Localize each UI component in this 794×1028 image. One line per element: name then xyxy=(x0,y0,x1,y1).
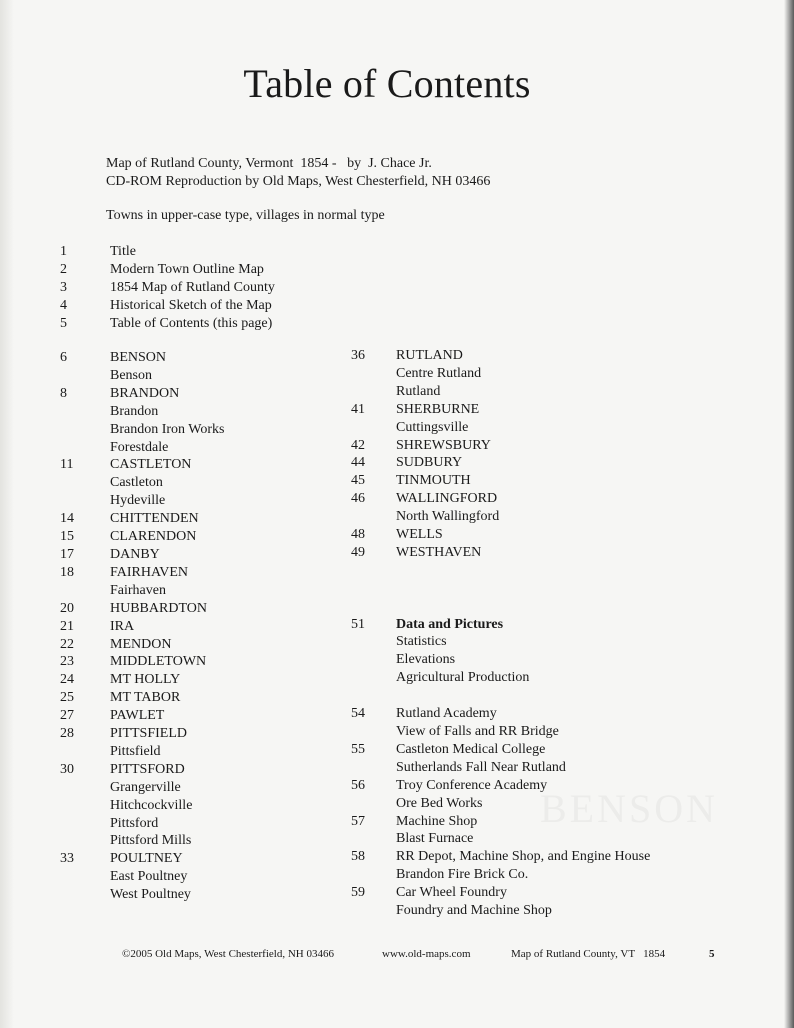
toc-page-number: 46 xyxy=(351,491,365,507)
toc-page-number: 3 xyxy=(60,279,67,295)
toc-entry xyxy=(60,779,225,797)
towns-right-column xyxy=(351,347,650,920)
toc-page-number: 44 xyxy=(351,455,365,471)
toc-page-number: 4 xyxy=(60,297,67,313)
toc-entry xyxy=(351,419,650,437)
toc-page-number xyxy=(60,403,110,421)
footer-map-title: Map of Rutland County, VT 1854 xyxy=(511,948,666,960)
toc-page-number: 18 xyxy=(60,564,74,580)
toc-page-number: 48 xyxy=(351,527,365,543)
toc-page-number xyxy=(351,902,396,920)
toc-label: PITTSFORD xyxy=(110,761,185,777)
toc-label: Grangerville xyxy=(110,779,181,795)
toc-label: SHREWSBURY xyxy=(396,437,491,453)
toc-label: Agricultural Production xyxy=(396,670,530,686)
toc-entry xyxy=(60,636,225,654)
toc-label: WALLINGFORD xyxy=(396,491,498,507)
toc-page-number: 57 xyxy=(351,813,365,829)
toc-label: Elevations xyxy=(396,652,456,668)
toc-entry xyxy=(351,687,650,705)
toc-page-number xyxy=(60,797,110,815)
toc-label: Ore Bed Works xyxy=(396,795,483,811)
toc-label: TINMOUTH xyxy=(396,473,471,489)
toc-page-number: 54 xyxy=(351,706,365,722)
toc-page-number: 15 xyxy=(60,529,74,545)
toc-entry xyxy=(351,544,650,562)
toc-label: PITTSFIELD xyxy=(110,726,187,742)
toc-page-number: 22 xyxy=(60,636,74,652)
toc-page-number xyxy=(351,508,396,526)
toc-label: East Poultney xyxy=(110,869,188,885)
toc-label: FAIRHAVEN xyxy=(110,564,189,580)
toc-label: WESTHAVEN xyxy=(396,544,482,560)
toc-entry xyxy=(351,472,650,490)
toc-entry xyxy=(351,830,650,848)
type-note: Towns in upper-case type, villages in normal type xyxy=(106,208,385,223)
toc-page-number: 41 xyxy=(351,401,365,417)
toc-entry xyxy=(60,421,225,439)
toc-page-number xyxy=(60,743,110,761)
toc-entry xyxy=(60,815,225,833)
toc-page-number: 45 xyxy=(351,473,365,489)
toc-label: Foundry and Machine Shop xyxy=(396,903,552,919)
toc-entry xyxy=(60,279,275,297)
toc-entry xyxy=(60,315,275,333)
toc-label: PAWLET xyxy=(110,708,165,724)
page-right-edge-shadow xyxy=(784,0,794,1028)
toc-page-number: 59 xyxy=(351,885,365,901)
toc-label: Data and Pictures xyxy=(396,616,504,632)
toc-page-number: 58 xyxy=(351,849,365,865)
toc-page-number: 6 xyxy=(60,350,67,365)
toc-page-number xyxy=(60,474,110,492)
toc-label: BRANDON xyxy=(110,385,180,401)
toc-page-number: 14 xyxy=(60,511,74,527)
toc-entry xyxy=(60,439,225,457)
toc-entry xyxy=(60,456,225,474)
toc-entry xyxy=(60,707,225,725)
toc-label: MIDDLETOWN xyxy=(110,654,207,670)
toc-label: SUDBURY xyxy=(396,455,463,471)
toc-label: Modern Town Outline Map xyxy=(110,261,264,277)
toc-entry xyxy=(351,562,650,580)
toc-page-number: 23 xyxy=(60,654,74,670)
toc-label: HUBBARDTON xyxy=(110,600,207,616)
toc-entry xyxy=(60,850,225,868)
toc-entry xyxy=(60,297,275,315)
toc-page-number xyxy=(351,795,396,813)
toc-page-number: 49 xyxy=(351,544,365,560)
toc-entry xyxy=(351,616,650,634)
toc-label: Pittsford xyxy=(110,815,159,831)
toc-entry xyxy=(60,367,225,385)
toc-entry xyxy=(351,669,650,687)
intro-block xyxy=(106,155,490,191)
toc-page-number: 30 xyxy=(60,761,74,777)
toc-entry xyxy=(351,651,650,669)
toc-page-number xyxy=(60,439,110,457)
toc-label: Brandon Fire Brick Co. xyxy=(396,867,529,883)
toc-label: WELLS xyxy=(396,527,443,543)
toc-page-number xyxy=(60,815,110,833)
toc-label: West Poultney xyxy=(110,887,191,903)
toc-page-number xyxy=(60,886,110,904)
toc-page-number xyxy=(351,580,396,598)
toc-page-number: 20 xyxy=(60,600,74,616)
toc-entry xyxy=(351,580,650,598)
toc-label: Hydeville xyxy=(110,493,166,509)
toc-page-number xyxy=(351,419,396,437)
toc-entry xyxy=(351,723,650,741)
toc-page-number xyxy=(351,759,396,777)
toc-page-number xyxy=(351,383,396,401)
toc-entry xyxy=(60,492,225,510)
toc-label: Rutland xyxy=(396,383,441,399)
toc-label: Table of Contents (this page) xyxy=(110,315,273,331)
toc-label: 1854 Map of Rutland County xyxy=(110,279,275,295)
toc-page-number: 2 xyxy=(60,261,67,277)
toc-entry xyxy=(60,797,225,815)
toc-page-number: 51 xyxy=(351,616,365,632)
toc-entry xyxy=(60,474,225,492)
toc-label: Brandon Iron Works xyxy=(110,421,225,437)
toc-entry xyxy=(351,490,650,508)
footer-page-number: 5 xyxy=(709,948,715,960)
toc-entry xyxy=(60,832,225,850)
toc-entry xyxy=(60,403,225,421)
toc-entry xyxy=(60,761,225,779)
toc-label: IRA xyxy=(110,618,135,634)
toc-page-number xyxy=(351,651,396,669)
toc-page-number: 27 xyxy=(60,708,74,724)
toc-page-number xyxy=(351,562,396,580)
toc-label: Machine Shop xyxy=(396,813,478,829)
page-left-edge-shadow xyxy=(0,0,14,1028)
toc-entry xyxy=(351,365,650,383)
toc-entry xyxy=(351,848,650,866)
toc-label: North Wallingford xyxy=(396,509,500,525)
toc-label: MENDON xyxy=(110,636,172,652)
toc-entry xyxy=(60,582,225,600)
toc-label: RR Depot, Machine Shop, and Engine House xyxy=(396,849,651,865)
toc-label: CASTLETON xyxy=(110,457,192,473)
toc-entry xyxy=(351,598,650,616)
toc-page-number xyxy=(351,633,396,651)
toc-entry xyxy=(60,886,225,904)
toc-entry xyxy=(351,383,650,401)
toc-page-number: 5 xyxy=(60,315,67,331)
toc-label: Sutherlands Fall Near Rutland xyxy=(396,759,566,775)
toc-entry xyxy=(351,866,650,884)
toc-page-number xyxy=(60,868,110,886)
toc-label: MT HOLLY xyxy=(110,672,181,688)
toc-entry xyxy=(351,508,650,526)
toc-page-number: 17 xyxy=(60,546,74,562)
toc-entry xyxy=(351,705,650,723)
toc-entry xyxy=(60,349,225,367)
toc-page-number xyxy=(351,866,396,884)
toc-page-number: 8 xyxy=(60,385,67,401)
intro-line-reproduction: CD-ROM Reproduction by Old Maps, West Chesterfield, NH 03466 xyxy=(106,174,491,189)
toc-entry xyxy=(60,528,225,546)
toc-label: CLARENDON xyxy=(110,529,197,545)
toc-label: Title xyxy=(110,244,136,259)
front-matter-list xyxy=(60,243,275,333)
toc-page-number xyxy=(60,492,110,510)
toc-entry xyxy=(351,741,650,759)
toc-entry xyxy=(351,454,650,472)
toc-entry xyxy=(60,385,225,403)
toc-label: DANBY xyxy=(110,546,160,562)
toc-label: Castleton xyxy=(110,475,163,491)
watermark-benson: BENSON xyxy=(540,786,719,831)
toc-entry xyxy=(351,401,650,419)
toc-label: Forestdale xyxy=(110,439,169,455)
page-title: Table of Contents xyxy=(243,61,531,106)
toc-label: Cuttingsville xyxy=(396,419,469,435)
toc-entry xyxy=(60,600,225,618)
toc-label: Car Wheel Foundry xyxy=(396,885,507,901)
toc-page-number xyxy=(351,723,396,741)
toc-entry xyxy=(351,884,650,902)
toc-page-number xyxy=(60,832,110,850)
toc-page-number: 55 xyxy=(351,741,365,757)
toc-page-number xyxy=(60,421,110,439)
toc-label: SHERBURNE xyxy=(396,401,480,417)
toc-entry xyxy=(60,546,225,564)
toc-label: Castleton Medical College xyxy=(396,741,546,757)
toc-label: Rutland Academy xyxy=(396,706,497,722)
toc-page-number xyxy=(351,669,396,687)
toc-entry xyxy=(60,510,225,528)
toc-entry xyxy=(60,671,225,689)
toc-entry xyxy=(60,564,225,582)
toc-label: Brandon xyxy=(110,403,159,419)
toc-label: BENSON xyxy=(110,350,167,365)
toc-entry xyxy=(60,868,225,886)
toc-page-number: 11 xyxy=(60,457,74,473)
toc-label: CHITTENDEN xyxy=(110,511,199,527)
toc-entry xyxy=(60,653,225,671)
toc-page-number xyxy=(351,598,396,616)
toc-label: Historical Sketch of the Map xyxy=(110,297,272,313)
toc-page-number: 33 xyxy=(60,851,74,867)
toc-page-number xyxy=(351,365,396,383)
toc-label: View of Falls and RR Bridge xyxy=(396,723,559,739)
toc-label: Benson xyxy=(110,367,152,383)
toc-entry xyxy=(351,902,650,920)
toc-label: Statistics xyxy=(396,634,447,650)
toc-entry xyxy=(351,633,650,651)
toc-page-number xyxy=(60,367,110,385)
toc-entry xyxy=(60,618,225,636)
toc-entry xyxy=(351,759,650,777)
toc-label: MT TABOR xyxy=(110,690,181,706)
toc-label: RUTLAND xyxy=(396,348,463,363)
toc-page-number: 56 xyxy=(351,777,365,793)
toc-page-number: 36 xyxy=(351,348,365,363)
footer-website: www.old-maps.com xyxy=(382,948,471,960)
toc-entry xyxy=(60,261,275,279)
toc-entry xyxy=(351,437,650,455)
toc-page-number: 25 xyxy=(60,690,74,706)
toc-entry xyxy=(60,743,225,761)
toc-page-number xyxy=(351,830,396,848)
toc-entry xyxy=(60,689,225,707)
toc-page-number xyxy=(351,687,396,705)
toc-page-number: 24 xyxy=(60,672,74,688)
toc-entry xyxy=(351,347,650,365)
toc-entry xyxy=(60,243,275,261)
toc-entry xyxy=(351,526,650,544)
toc-page-number: 42 xyxy=(351,437,365,453)
toc-page-number xyxy=(60,779,110,797)
toc-page-number: 28 xyxy=(60,726,74,742)
toc-label: Pittsford Mills xyxy=(110,833,192,849)
toc-page-number: 21 xyxy=(60,618,74,634)
toc-label: Blast Furnace xyxy=(396,831,474,847)
footer-copyright: ©2005 Old Maps, West Chesterfield, NH 03466 xyxy=(122,948,334,960)
toc-entry xyxy=(60,725,225,743)
toc-label: Pittsfield xyxy=(110,743,161,759)
toc-label: Centre Rutland xyxy=(396,365,482,381)
toc-label: Fairhaven xyxy=(110,582,166,598)
toc-page-number xyxy=(60,582,110,600)
toc-page-number: 1 xyxy=(60,244,67,259)
toc-label: Hitchcockville xyxy=(110,797,193,813)
toc-label: POULTNEY xyxy=(110,851,183,867)
towns-left-column xyxy=(60,349,225,904)
toc-label: Troy Conference Academy xyxy=(396,777,548,793)
intro-line-map: Map of Rutland County, Vermont 1854 - by J. Chace Jr. xyxy=(106,156,432,171)
